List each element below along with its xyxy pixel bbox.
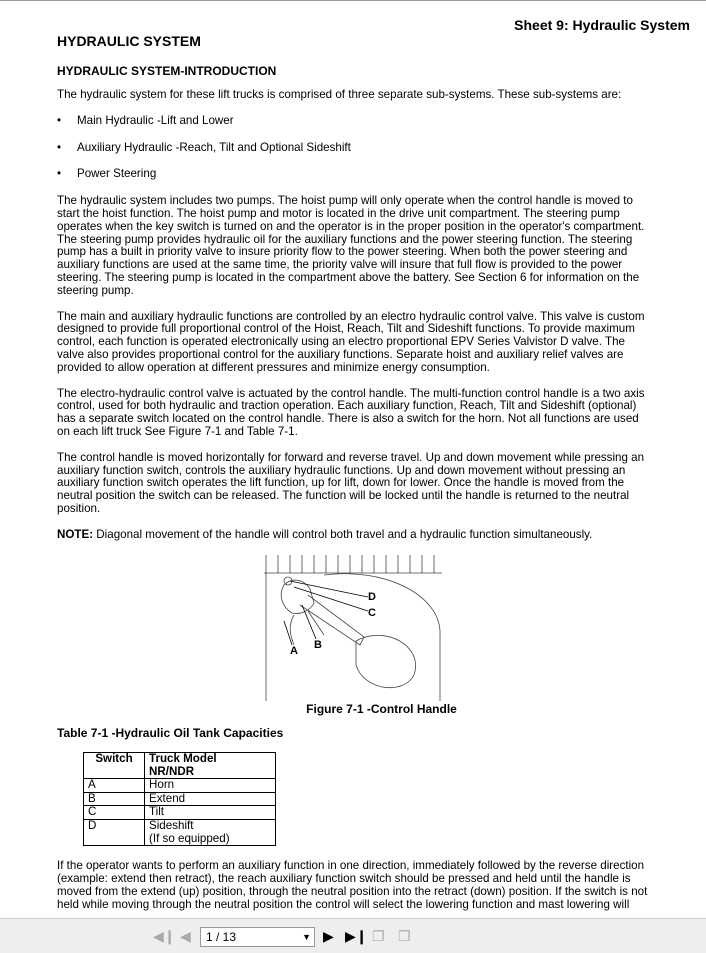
- paragraph: The control handle is moved horizontally for forward and reverse travel. Up and down movement while pressing an auxiliary function switch, controls the auxiliary hydraulic functions. Up and down movement without pressing an auxiliary function switch operates the lift function, up for lift, down for lower. Once the handle is moved from the neutral position the switch can be released. The function will be locked until the handle is returned to the neutral position.: [57, 450, 645, 515]
- paragraph: The hydraulic system includes two pumps. The hoist pump will only operate when the control handle is moved to start the hoist function. The hoist pump and motor is located in the drive unit compartment. The steering pump operates when the key switch is turned on and the operator is in the proper position in the operator's compartment. The steering pump provides hydraulic oil for the auxiliary functions and the power steering function. The steering pump has a built in priority valve to insure priority flow to the power steering. When both the power steering and auxiliary functions are used at the same time, the priority valve will insure that full flow is provided to the power steering. The steering pump is located in the compartment above the battery. See Section 6 for information on the steering pump.: [57, 194, 645, 297]
- callout-label: A: [290, 644, 298, 657]
- list-item: • Power Steering: [57, 168, 651, 181]
- pdf-viewer-toolbar: [0, 918, 706, 953]
- page-indicator: 1 / 13: [206, 930, 237, 944]
- cell-switch: D: [84, 820, 145, 846]
- control-handle-figure: [264, 555, 442, 701]
- table-title: Table 7-1 -Hydraulic Oil Tank Capacities: [57, 726, 284, 741]
- header-truck-model: [145, 753, 276, 779]
- callout-label: B: [314, 638, 322, 651]
- cell-switch: B: [84, 792, 145, 806]
- first-page-icon[interactable]: ◀​❙: [153, 928, 176, 944]
- note-label: NOTE:: [57, 527, 94, 541]
- callout-label: C: [368, 606, 376, 619]
- table-row: [84, 792, 276, 806]
- intro-paragraph: The hydraulic system for these lift trucks is comprised of three separate sub-systems. These sub-systems are:: [57, 88, 622, 101]
- section-heading: HYDRAULIC SYSTEM: [57, 33, 201, 49]
- list-item: • Main Hydraulic -Lift and Lower: [57, 115, 651, 128]
- chevron-down-icon: ▼: [302, 932, 311, 942]
- continuous-view-icon[interactable]: ❐: [398, 928, 411, 944]
- table-row: [84, 779, 276, 793]
- single-page-view-icon[interactable]: ❐: [372, 928, 385, 944]
- table-row: [84, 820, 276, 846]
- header-switch: Switch: [84, 753, 145, 779]
- cell-function-text: Sideshift: [149, 819, 194, 833]
- cell-switch: A: [84, 779, 145, 793]
- table-header-row: [84, 753, 276, 779]
- next-page-icon[interactable]: ▶: [323, 928, 334, 944]
- header-truck-model-line1: Truck Model: [149, 752, 217, 766]
- last-page-icon[interactable]: ▶❙: [345, 928, 368, 944]
- page-content: [57, 33, 651, 919]
- subsystem-list: [57, 115, 651, 181]
- cell-function: Extend: [145, 792, 276, 806]
- switch-table: [83, 752, 276, 846]
- note-text: Diagonal movement of the handle will control both travel and a hydraulic function simultaneously.: [93, 527, 593, 541]
- paragraph: The main and auxiliary hydraulic functions are controlled by an electro hydraulic control valve. This valve is custom designed to provide full proportional control of the Hoist, Reach, Tilt and Sideshift functions. To provide maximum control, each function is operated electronically using an electro proportional EPV Series Valvistor D valve. The valve also provides proportional control for the auxiliary functions. Separate hoist and auxiliary relief valves are provided to allow operation at different pressures and minimize energy consumption.: [57, 309, 645, 374]
- page-number-select[interactable]: [200, 927, 315, 947]
- paragraph: The electro-hydraulic control valve is actuated by the control handle. The multi-function control handle is a two axis control, used for both hydraulic and traction operation. Each auxiliary function, Reach, Tilt and Sideshift (optional) has a separate switch located on the control handle. There is also a switch for the horn. Not all functions are used on each lift truck See Figure 7-1 and Table 7-1.: [57, 386, 645, 438]
- table-row: [84, 806, 276, 820]
- figure-caption: Figure 7-1 -Control Handle: [306, 701, 457, 716]
- prev-page-icon[interactable]: ◀: [180, 928, 191, 944]
- cell-function: Tilt: [145, 806, 276, 820]
- list-item: • Auxiliary Hydraulic -Reach, Tilt and Optional Sideshift: [57, 142, 651, 155]
- cell-function: [145, 820, 276, 846]
- control-handle-illustration: [264, 555, 442, 701]
- cell-switch: C: [84, 806, 145, 820]
- cell-function-note: (If so equipped): [149, 831, 230, 845]
- sheet-title: Sheet 9: Hydraulic System: [514, 17, 690, 33]
- callout-label: D: [368, 590, 376, 603]
- cell-function: Horn: [145, 779, 276, 793]
- note-paragraph: [57, 529, 651, 542]
- subsection-heading: HYDRAULIC SYSTEM-INTRODUCTION: [57, 64, 277, 78]
- closing-paragraph: If the operator wants to perform an auxiliary function in one direction, immediately followed by the reverse direction (example: extend then retract), the reach auxiliary function switch should be pressed and held until the handle is moved from the extend (up) position, through the neutral position into the retract (down) position. If the switch is not held while moving through the neutral position the control will select the lowering function and mast lowering will: [57, 859, 648, 911]
- header-truck-model-line2: NR/NDR: [149, 764, 195, 778]
